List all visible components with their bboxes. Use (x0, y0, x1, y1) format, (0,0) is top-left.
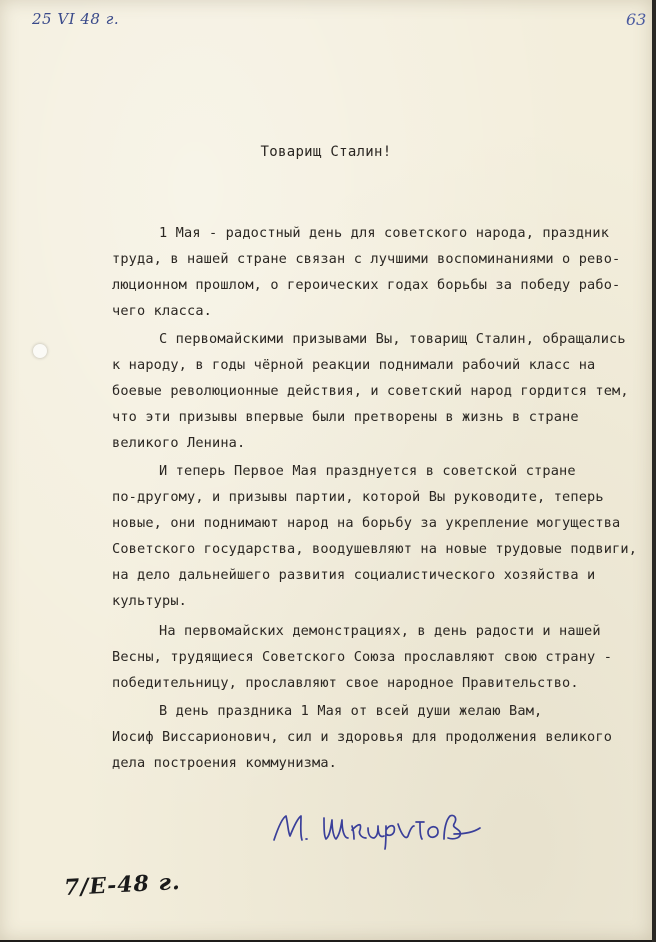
letter-line: С первомайскими призывами Вы, товарищ Сталин, обращались (159, 331, 626, 347)
signature (268, 806, 484, 850)
letter-line: труда, в нашей стране связан с лучшими воспоминаниями о рево- (112, 251, 621, 267)
letter-line: на дело дальнейшего развития социалистического хозяйства и (112, 567, 596, 583)
letter-line: 1 Мая - радостный день для советского народа, праздник (159, 225, 610, 241)
letter-line: Советского государства, воодушевляют на новые трудовые подвиги, (112, 541, 638, 557)
scan-edge (652, 0, 656, 942)
letter-salutation: Товарищ Сталин! (260, 144, 392, 160)
letter-line: Весны, трудящиеся Советского Союза прославляют свою страну - (112, 649, 613, 665)
letter-line: люционном прошлом, о героических годах борьбы за победу рабо- (112, 277, 621, 293)
letter-line: культуры. (112, 593, 188, 609)
letter-line: боевые революционные действия, и советский народ гордится тем, (112, 383, 629, 399)
letter-line: И теперь Первое Мая празднуется в советской стране (159, 463, 576, 479)
letter-line: Иосиф Виссарионович, сил и здоровья для продолжения великого (112, 729, 613, 745)
letter-line: чего класса. (112, 303, 213, 319)
letter-line: к народу, в годы чёрной реакции поднимали рабочий класс на (112, 357, 596, 373)
signature-handwriting-icon (268, 806, 484, 850)
punch-hole (33, 344, 47, 358)
letter-line: по-другому, и призывы партии, которой Вы руководите, теперь (112, 489, 604, 505)
handwritten-date-top: 25 VI 48 г. (32, 10, 120, 28)
letter-line: новые, они поднимают народ на борьбу за укрепление могущества (112, 515, 621, 531)
page-number: 63 (626, 10, 647, 29)
letter-line: что эти призывы впервые были претворены в жизнь в стране (112, 409, 579, 425)
handwritten-date-bottom: 7/Е-48 г. (63, 868, 182, 902)
letter-line: В день праздника 1 Мая от всей души желаю Вам, (159, 703, 543, 719)
letter-line: На первомайских демонстрациях, в день радости и нашей (159, 623, 601, 639)
letter-line: великого Ленина. (112, 435, 246, 451)
letter-line: победительницу, прославляют свое народное Правительство. (112, 675, 579, 691)
letter-line: дела построения коммунизма. (112, 755, 338, 771)
